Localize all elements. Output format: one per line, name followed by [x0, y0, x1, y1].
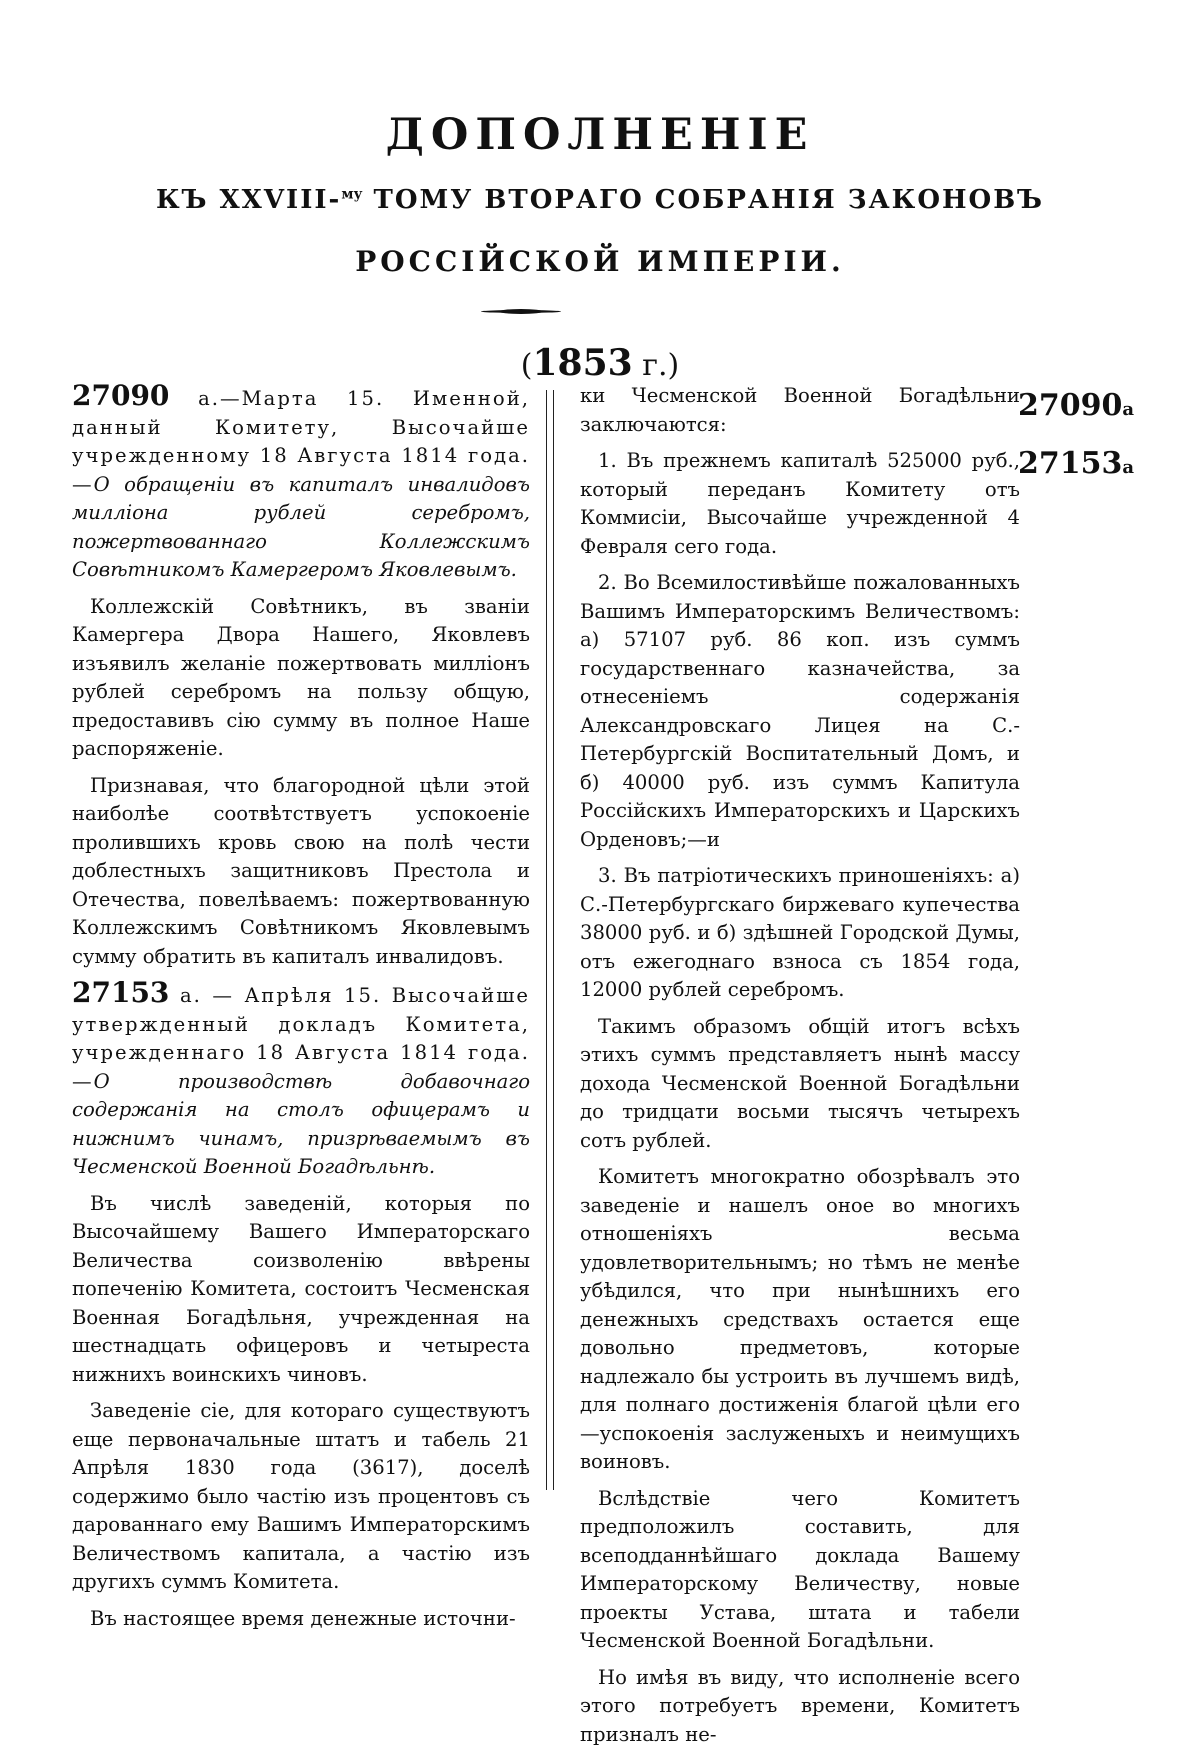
volume-subtitle: КЪ XXVIII-$^{му}$ ТОМУ ВТОРАГО СОБРАНІЯ ЗАКОНОВЪ — [155, 185, 1045, 215]
paragraph: Вслѣдствіе чего Комитетъ предположилъ составить, для всеподданнѣйшаго доклада Вашему Императорскому Величеству, новые проекты Устава, штата и табели Чесменской Военной Богадѣльни. — [580, 1486, 1020, 1652]
paragraph: Въ настоящее время денежные источни- — [90, 1606, 516, 1630]
left-column — [72, 379, 530, 1641]
paragraph: 2. Во Всемилостивѣйше пожалованныхъ Вашимъ Императорскимъ Величествомъ: а) 57107 руб. 86 коп. изъ суммъ государственнаго казначейства, за отнесеніемъ содержанія Александровскаго Лицея на С.-Петербургскій Воспитательный Домъ, и б) 40000 руб. изъ суммъ Капитула Россійскихъ Императорскихъ и Царскихъ Орденовъ;—и — [580, 571, 1020, 851]
entry-27153-heading: 27153 а. — Апрѣля 15. Высочайше утвержденный докладъ Комитета, учрежденнаго 18 Августа 1814 года.—О производствѣ добавочнаго содержанія на столъ офицерамъ и нижнимъ чинамъ, призрѣваемымъ въ Чесменской Военной Богадѣльнѣ. — [72, 976, 530, 1178]
column-divider — [546, 390, 554, 1490]
paragraph: 1. Въ прежнемъ капиталѣ 525000 руб., который переданъ Комитету отъ Коммисіи, Высочайше учрежденной 4 Февраля сего года. — [580, 449, 1020, 558]
paragraph: Заведеніе сіе, для котораго существуютъ еще первоначальные штатъ и табель 21 Апрѣля 1830 года (3617), доселѣ содержимо было частію изъ процентовъ съ дарованнаго ему Вашимъ Императорскимъ Величествомъ капитала, а частію изъ другихъ суммъ Комитета. — [72, 1399, 530, 1593]
entry-27090-heading: 27090 а.—Марта 15. Именной, данный Комитету, Высочайше учрежденному 18 Августа 1814 года.—О обращеніи въ капиталъ инвалидовъ милліона рублей серебромъ, пожертвованнаго Коллежскимъ Совѣтникомъ Камергеромъ Яковлевымъ. — [72, 379, 530, 581]
paragraph: Въ числѣ заведеній, которыя по Высочайшему Вашего Императорскаго Величества соизволенію ввѣрены попеченію Комитета, состоитъ Чесменская Военная Богадѣльня, учрежденная на шестнадцать офицеровъ и четыреста нижнихъ воинскихъ чиновъ. — [72, 1191, 530, 1386]
supplement-title: ДОПОЛНЕНІЕ — [385, 110, 815, 160]
empire-title: РОССІЙСКОЙ ИМПЕРІИ. — [355, 245, 845, 278]
paragraph: Коллежскій Совѣтникъ, въ званіи Камергера Двора Нашего, Яковлевъ изъявилъ желаніе пожертвовать милліонъ рублей серебромъ на пользу общую, предоставивъ сію сумму въ полное Наше распоряженіе. — [72, 594, 530, 760]
margin-entry-number: 27090а — [1018, 388, 1135, 423]
paragraph: ки Чесменской Военной Богадѣльни заключаются: — [580, 384, 1020, 436]
paragraph: Такимъ образомъ общій итогъ всѣхъ этихъ суммъ представляетъ нынѣ массу дохода Чесменской Военной Богадѣльни до тридцати восьми тысячъ четырехъ сотъ рублей. — [580, 1014, 1020, 1152]
ornamental-rule — [481, 310, 561, 313]
paragraph: Признавая, что благородной цѣли этой наиболѣе соотвѣтствуетъ успокоеніе пролившихъ кровь свою на полѣ чести доблестныхъ защитниковъ Престола и Отечества, повелѣваемъ: пожертвованную Коллежскимъ Совѣтникомъ Яковлевымъ сумму обратить въ капиталъ инвалидовъ. — [72, 773, 530, 968]
year-heading: (1853 г.) — [520, 342, 680, 384]
paragraph: Но имѣя въ виду, что исполненіе всего этого потребуетъ времени, Комитетъ призналъ не- — [580, 1665, 1020, 1746]
right-column — [580, 382, 1020, 1757]
paragraph: Комитетъ многократно обозрѣвалъ это заведеніе и нашелъ оное во многихъ отношеніяхъ весьма удовлетворительнымъ; но тѣмъ не менѣе убѣдился, что при нынѣшнихъ его денежныхъ средствахъ остается еще довольно предметовъ, которые надлежало бы устроить въ лучшемъ видѣ, для полнаго достиженія благой цѣли его—успокоенія заслуженыхъ и неимущихъ воиновъ. — [580, 1165, 1020, 1473]
margin-entry-number: 27153а — [1018, 446, 1135, 481]
paragraph: 3. Въ патріотическихъ приношеніяхъ: а) С.-Петербургскаго биржеваго купечества 38000 руб. и б) здѣшней Городской Думы, отъ ежегоднаго взноса съ 1854 года, 12000 рублей серебромъ. — [580, 864, 1020, 1001]
entry-number: 27090 — [72, 379, 170, 412]
entry-number: 27153 — [72, 976, 170, 1009]
